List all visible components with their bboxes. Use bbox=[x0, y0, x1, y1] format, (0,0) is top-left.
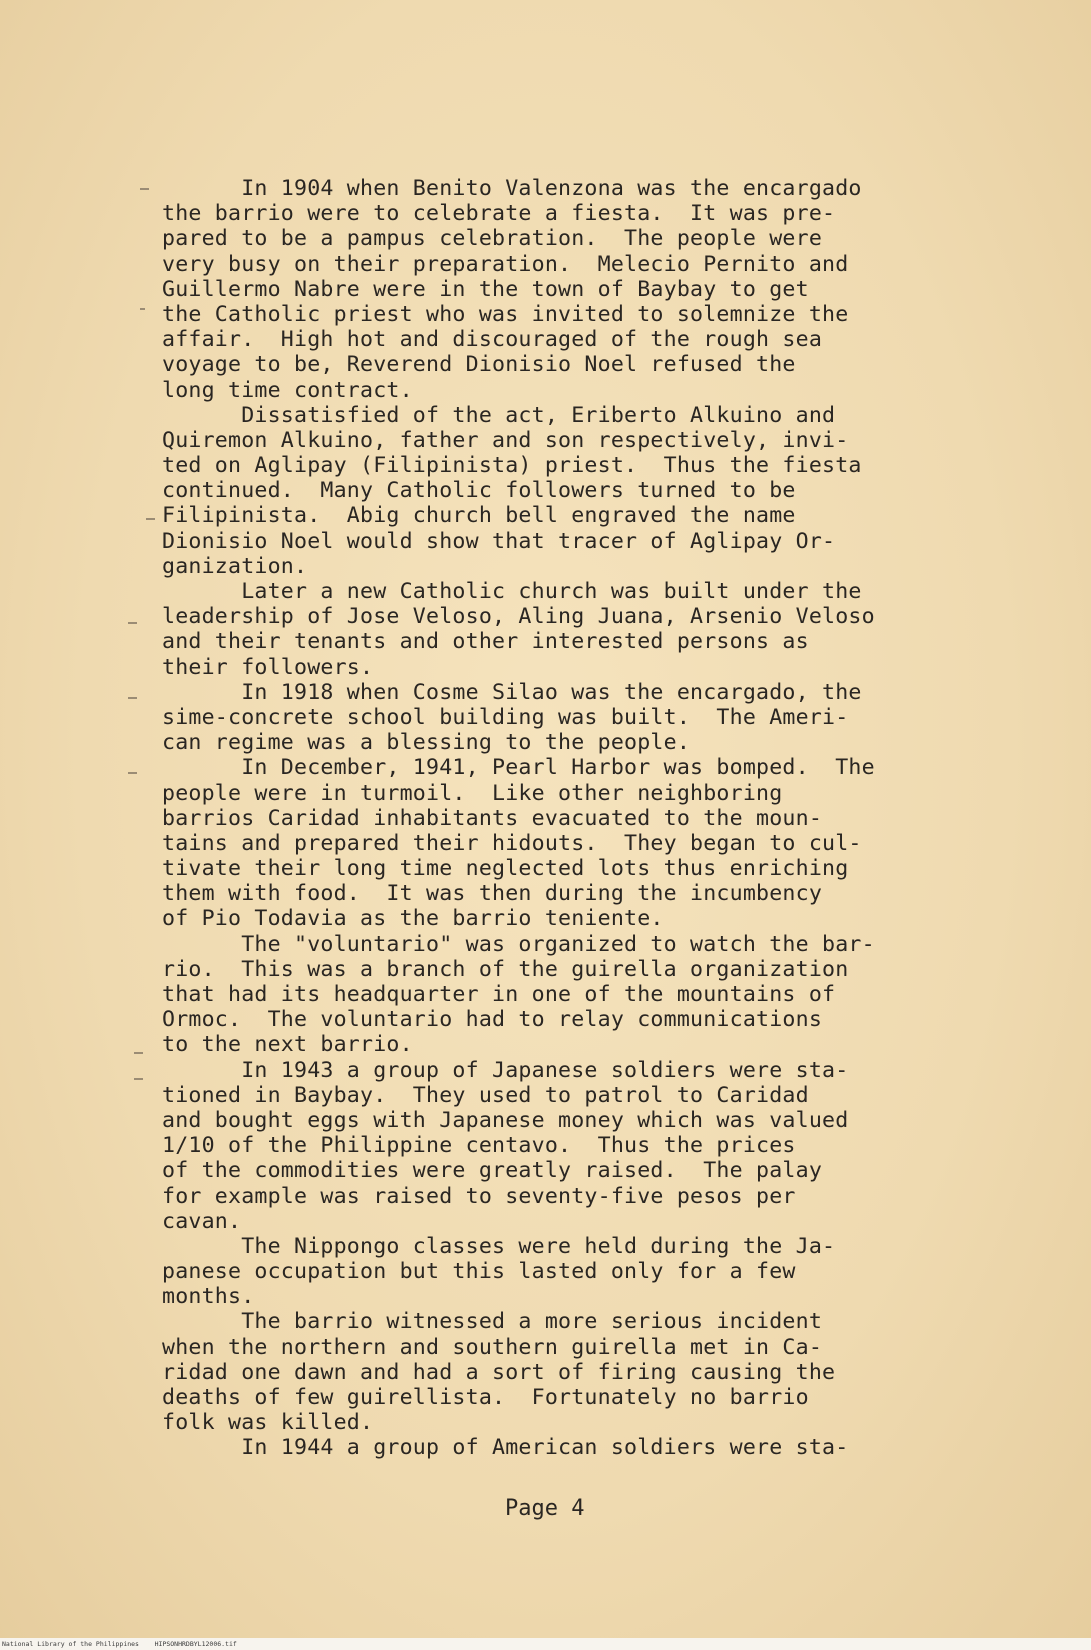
text-line: tains and prepared their hidouts. They began to cul- bbox=[162, 830, 862, 856]
text-line: barrios Caridad inhabitants evacuated to the moun- bbox=[162, 805, 823, 831]
text-line: deaths of few guirellista. Fortunately no barrio bbox=[162, 1385, 809, 1410]
text-line: The barrio witnessed a more serious incident bbox=[162, 1309, 823, 1335]
text-line: when the northern and southern guirella met in Ca- bbox=[162, 1334, 823, 1360]
text-line: their followers. bbox=[162, 654, 374, 680]
text-line: Filipinista. Abig church bell engraved the name bbox=[162, 503, 796, 529]
text-line: voyage to be, Reverend Dionisio Noel refused the bbox=[162, 352, 796, 378]
text-line: pared to be a pampus celebration. The people were bbox=[162, 226, 823, 252]
text-line: months. bbox=[162, 1284, 255, 1310]
text-line: tioned in Baybay. They used to patrol to Caridad bbox=[162, 1082, 809, 1108]
text-line: that had its headquarter in one of the mountains of bbox=[162, 982, 836, 1007]
text-line: sime-concrete school building was built. The Ameri- bbox=[162, 704, 849, 730]
text-line: the barrio were to celebrate a fiesta. It was pre- bbox=[162, 201, 836, 227]
text-line: In December, 1941, Pearl Harbor was bomped. The bbox=[162, 755, 875, 781]
text-line: tivate their long time neglected lots thus enriching bbox=[162, 856, 849, 882]
text-line: folk was killed. bbox=[162, 1410, 374, 1436]
text-line: 1/10 of the Philippine centavo. Thus the prices bbox=[162, 1133, 796, 1159]
text-line: can regime was a blessing to the people. bbox=[162, 730, 691, 756]
text-line: very busy on their preparation. Melecio Pernito and bbox=[162, 251, 849, 277]
text-line: Quiremon Alkuino, father and son respectively, invi- bbox=[162, 427, 849, 453]
page-number: Page 4 bbox=[505, 1496, 585, 1521]
text-line: and bought eggs with Japanese money which was valued bbox=[162, 1107, 849, 1133]
text-line: Guillermo Nabre were in the town of Baybay to get bbox=[162, 276, 809, 302]
text-line: them with food. It was then during the incumbency bbox=[162, 881, 823, 907]
text-line: leadership of Jose Veloso, Aling Juana, Arsenio Veloso bbox=[162, 604, 875, 630]
text-line: The "voluntario" was organized to watch the bar- bbox=[162, 931, 875, 957]
text-line: ganization. bbox=[162, 553, 308, 579]
margin-mark bbox=[134, 1078, 143, 1080]
text-line: for example was raised to seventy-five pesos per bbox=[162, 1183, 796, 1209]
margin-mark bbox=[128, 622, 137, 624]
text-line: In 1918 when Cosme Silao was the encargado, the bbox=[162, 679, 862, 705]
margin-mark bbox=[128, 772, 137, 774]
text-line: In 1904 when Benito Valenzona was the encargado bbox=[162, 176, 862, 201]
text-line: the Catholic priest who was invited to solemnize the bbox=[162, 301, 849, 327]
text-line: panese occupation but this lasted only for a few bbox=[162, 1259, 796, 1285]
text-line: affair. High hot and discouraged of the rough sea bbox=[162, 327, 823, 353]
margin-mark bbox=[146, 518, 155, 520]
text-line: In 1943 a group of Japanese soldiers were sta- bbox=[162, 1057, 849, 1083]
text-line: Ormoc. The voluntario had to relay communications bbox=[162, 1007, 823, 1033]
text-line: ted on Aglipay (Filipinista) priest. Thus the fiesta bbox=[162, 453, 862, 479]
text-line: Later a new Catholic church was built under the bbox=[162, 579, 862, 604]
margin-mark bbox=[140, 188, 149, 190]
text-line: Dionisio Noel would show that tracer of Aglipay Or- bbox=[162, 528, 836, 554]
text-line: continued. Many Catholic followers turned to be bbox=[162, 478, 796, 504]
text-line: Dissatisfied of the act, Eriberto Alkuino and bbox=[162, 402, 836, 428]
document-body-text bbox=[162, 176, 1002, 1461]
footer-credit: National Library of the Philippines HIPSONHRDBYL12006.tif bbox=[2, 1640, 237, 1648]
margin-mark bbox=[140, 308, 145, 310]
text-line: and their tenants and other interested persons as bbox=[162, 629, 809, 655]
text-line: of Pio Todavia as the barrio teniente. bbox=[162, 906, 664, 932]
text-line: rio. This was a branch of the guirella organization bbox=[162, 956, 849, 982]
text-line: of the commodities were greatly raised. The palay bbox=[162, 1158, 823, 1184]
text-line: people were in turmoil. Like other neighboring bbox=[162, 780, 783, 806]
text-line: In 1944 a group of American soldiers were sta- bbox=[162, 1435, 849, 1461]
text-line: The Nippongo classes were held during the Ja- bbox=[162, 1233, 836, 1259]
text-line: ridad one dawn and had a sort of firing causing the bbox=[162, 1359, 836, 1385]
text-line: cavan. bbox=[162, 1208, 242, 1234]
text-line: long time contract. bbox=[162, 377, 413, 403]
text-line: to the next barrio. bbox=[162, 1032, 413, 1058]
margin-mark bbox=[128, 697, 137, 699]
margin-mark bbox=[134, 1052, 143, 1054]
